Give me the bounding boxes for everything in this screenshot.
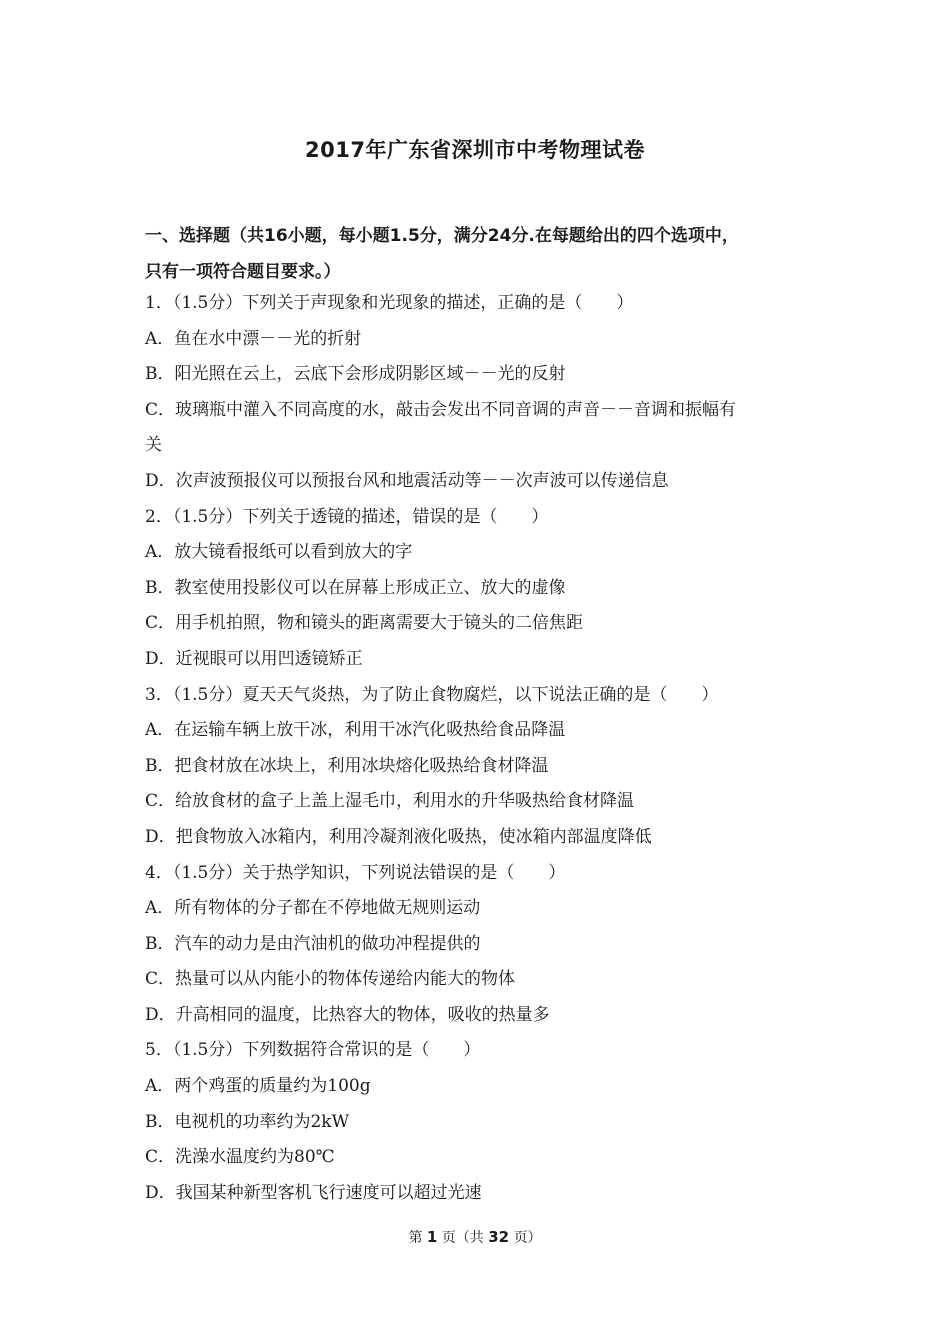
question-line: 4．（1.5分）关于热学知识，下列说法错误的是（ ）: [145, 862, 566, 883]
page-footer: [0, 1227, 950, 1247]
option-line: B．电视机的功率约为2kW: [145, 1111, 350, 1132]
footer-total-pages: 32: [488, 1228, 510, 1246]
page-title: 2017年广东省深圳市中考物理试卷: [305, 138, 645, 162]
option-line: D．近视眼可以用凹透镜矫正: [145, 648, 363, 669]
option-line: D．我国某种新型客机飞行速度可以超过光速: [145, 1182, 482, 1203]
option-line: C．热量可以从内能小的物体传递给内能大的物体: [145, 969, 516, 990]
option-line: B．汽车的动力是由汽油机的做功冲程提供的: [145, 933, 481, 954]
footer-suffix: 页）: [513, 1230, 542, 1246]
option-line: C．玻璃瓶中灌入不同高度的水，敲击会发出不同音调的声音－－音调和振幅有: [145, 399, 737, 420]
section-heading-line-1: 一、选择题（共16小题，每小题1.5分，满分24分.在每题给出的四个选项中，: [145, 226, 739, 246]
section-heading-line-2: 只有一项符合题目要求。）: [145, 262, 341, 282]
footer-page-number: 1: [426, 1228, 438, 1246]
option-line: C．给放食材的盒子上盖上湿毛巾，利用水的升华吸热给食材降温: [145, 791, 635, 812]
section-heading: [145, 218, 825, 290]
footer-middle: 页（共: [441, 1230, 484, 1246]
option-line: C．用手机拍照，物和镜头的距离需要大于镜头的二倍焦距: [145, 613, 584, 634]
option-line: D．升高相同的温度，比热容大的物体，吸收的热量多: [145, 1004, 550, 1025]
question-list: [145, 286, 825, 1211]
option-line: A．所有物体的分子都在不停地做无规则运动: [145, 898, 481, 919]
option-line: B．教室使用投影仪可以在屏幕上形成正立、放大的虚像: [145, 577, 566, 598]
option-line: B．阳光照在云上，云底下会形成阴影区域－－光的反射: [145, 364, 566, 385]
option-line: A．放大镜看报纸可以看到放大的字: [145, 542, 413, 563]
option-line: A．在运输车辆上放干冰，利用干冰汽化吸热给食品降温: [145, 720, 566, 741]
option-line: B．把食材放在冰块上，利用冰块熔化吸热给食材降温: [145, 755, 549, 776]
question-line: 3．（1.5分）夏天天气炎热，为了防止食物腐烂，以下说法正确的是（ ）: [145, 684, 719, 705]
option-line: D．次声波预报仪可以预报台风和地震活动等－－次声波可以传递信息: [145, 470, 669, 491]
option-line: A．两个鸡蛋的质量约为100g: [145, 1076, 371, 1097]
question-line: 5．（1.5分）下列数据符合常识的是（ ）: [145, 1040, 481, 1061]
question-line: 2．（1.5分）下列关于透镜的描述，错误的是（ ）: [145, 506, 549, 527]
option-line: C．洗澡水温度约为80℃: [145, 1147, 335, 1168]
footer-prefix: 第: [408, 1230, 423, 1246]
option-line: A．鱼在水中漂－－光的折射: [145, 328, 362, 349]
question-line: 1．（1.5分）下列关于声现象和光现象的描述，正确的是（ ）: [145, 293, 634, 313]
option-line-continuation: 关: [145, 435, 162, 456]
option-line: D．把食物放入冰箱内，利用冷凝剂液化吸热，使冰箱内部温度降低: [145, 826, 652, 847]
